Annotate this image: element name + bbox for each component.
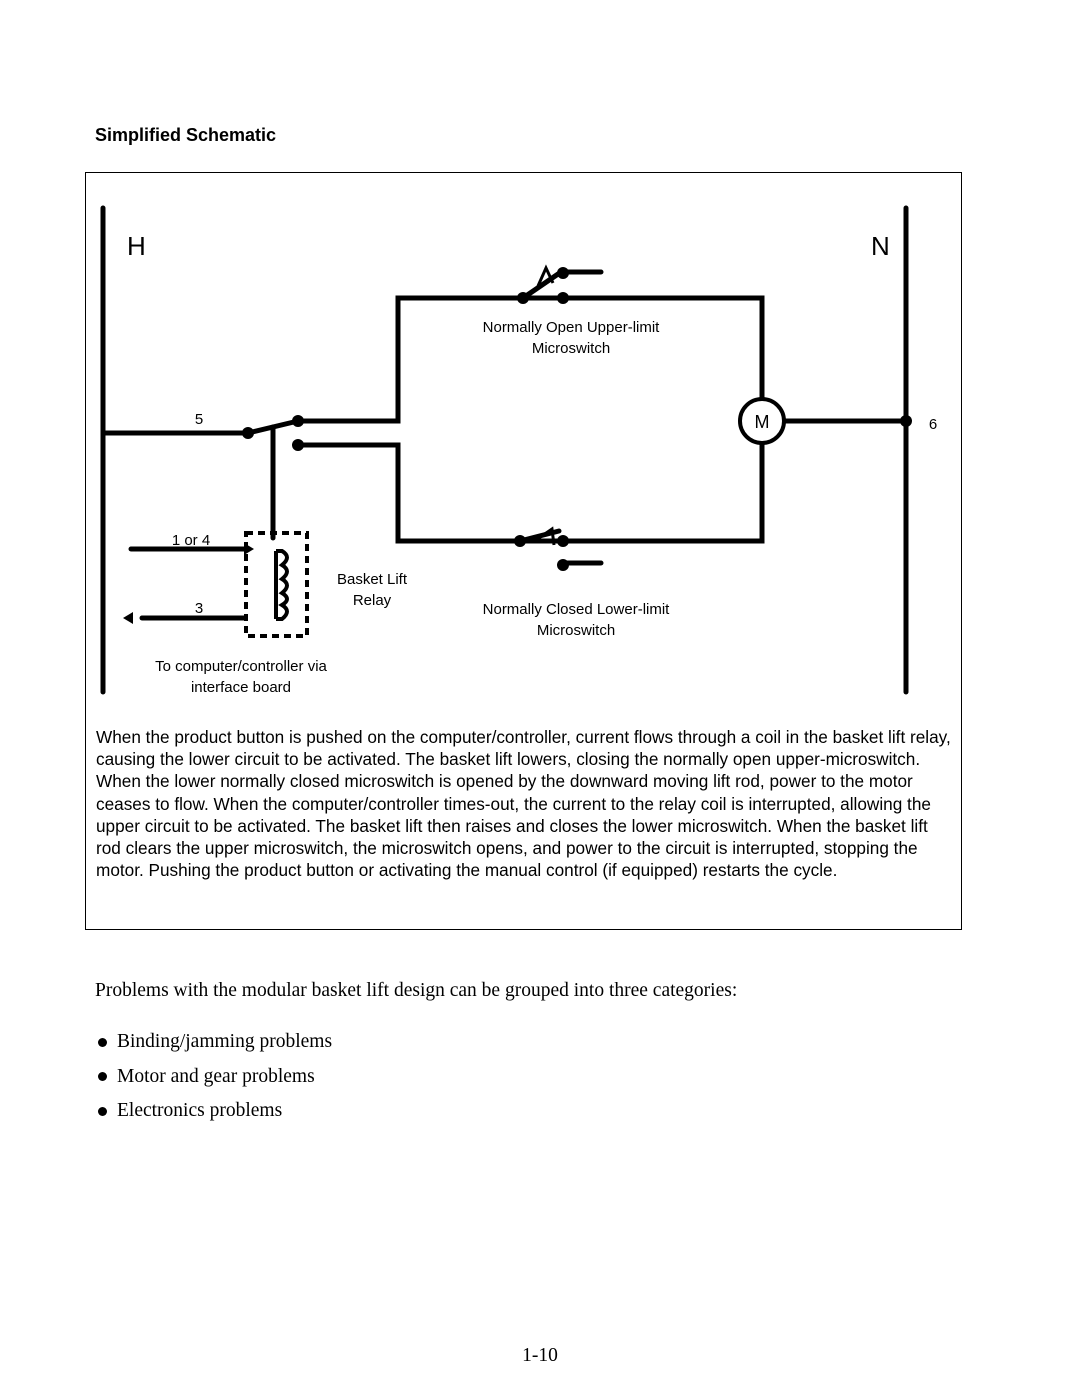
section-title: Simplified Schematic — [95, 125, 277, 145]
list-item — [95, 1025, 332, 1060]
relay-label-line2: Relay — [352, 592, 392, 609]
wire-lower-circuit — [298, 443, 762, 541]
bullet-icon — [98, 1038, 107, 1047]
bullet-icon — [98, 1107, 107, 1116]
terminal-5-label: 5 — [194, 411, 204, 428]
relay-label-line1: Basket Lift — [336, 571, 408, 588]
terminal-1or4-label: 1 or 4 — [171, 532, 211, 549]
terminal-6-label: 6 — [928, 416, 938, 433]
list-item-label: Motor and gear problems — [117, 1065, 315, 1087]
lower-switch-label-line1: Normally Closed Lower-limit — [482, 601, 670, 618]
hot-rail-label: H — [127, 231, 146, 261]
controller-label-line2: interface board — [190, 679, 292, 696]
schematic-description: When the product button is pushed on the computer/controller, current flows through a coil in the basket lift relay, causing the lower circuit to be activated. The basket lift lowers, closing the normally open upper-microswitch. When the lower normally closed microswitch is opened by the downward moving lift rod, power to the motor ceases to flow. When the computer/controller times-out, the current to the relay coil is interrupted, allowing the upper circuit to be activated. The basket lift then raises and closes the lower microswitch. When the basket lift rod clears the upper microswitch, the microswitch opens, and power to the circuit is interrupted, stopping the motor. Pushing the product button or activating the manual control (if equipped) restarts the cycle. — [96, 727, 951, 881]
terminal-3-label: 3 — [194, 600, 204, 617]
motor-label: M — [754, 412, 770, 432]
wire-upper-circuit — [298, 298, 762, 421]
page-number: 1-10 — [522, 1345, 558, 1366]
upper-switch-label-line1: Normally Open Upper-limit — [482, 319, 660, 336]
intro-paragraph: Problems with the modular basket lift design can be grouped into three categories: — [95, 980, 738, 1001]
controller-label-line1: To computer/controller via — [155, 658, 327, 675]
upper-switch-label-line2: Microswitch — [531, 340, 611, 357]
bullet-icon — [98, 1072, 107, 1081]
list-item — [95, 1060, 332, 1095]
neutral-rail-label: N — [871, 231, 890, 261]
list-item — [95, 1094, 332, 1129]
list-item-label: Binding/jamming problems — [117, 1031, 333, 1053]
schematic-box — [85, 172, 962, 930]
lower-switch-label-line2: Microswitch — [536, 622, 616, 639]
list-item-label: Electronics problems — [117, 1100, 283, 1122]
problem-category-list — [95, 1025, 332, 1129]
arrow-out-icon — [123, 612, 133, 624]
